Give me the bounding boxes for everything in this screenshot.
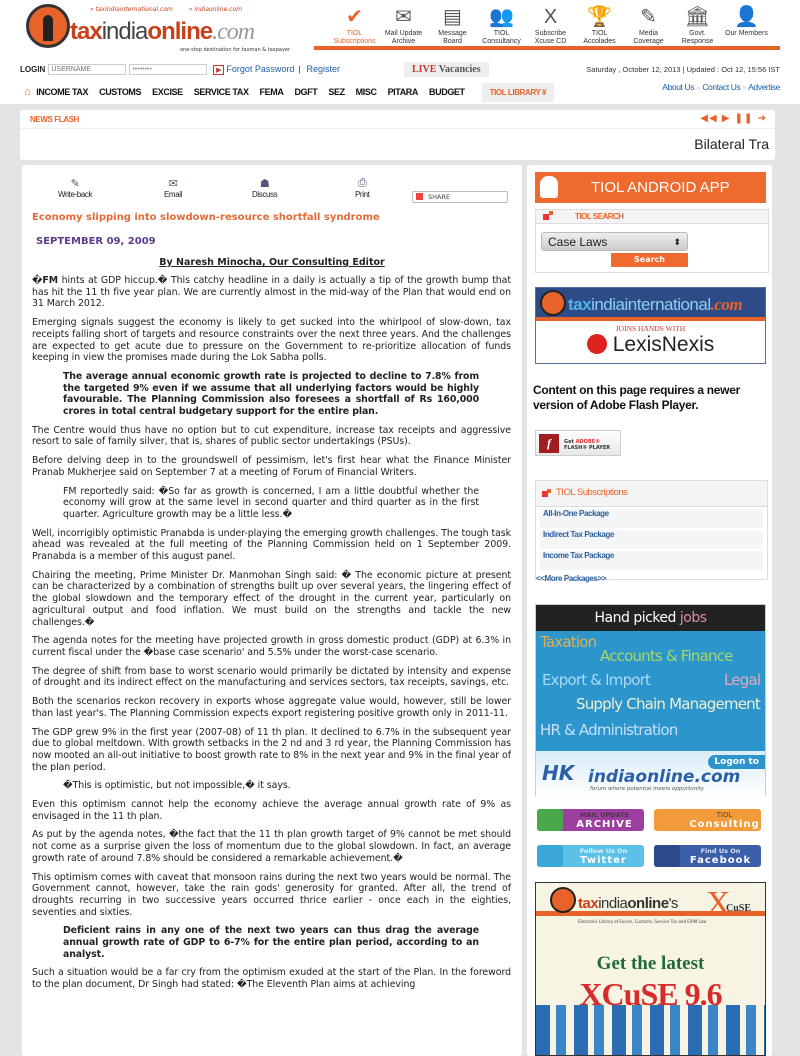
trophy-icon: 🏆 — [587, 6, 612, 28]
article-panel — [22, 165, 522, 1056]
utility-links — [662, 82, 780, 92]
top-menu-label: TIOL Consultancy — [482, 30, 521, 45]
main-nav — [20, 82, 780, 102]
top-menu-label: Our Members — [725, 30, 768, 37]
nav-item[interactable]: MISC — [355, 87, 377, 97]
top-menu-label: Media Coverage — [633, 30, 664, 45]
search-button[interactable]: Search — [611, 253, 688, 267]
top-menu-trophy[interactable] — [575, 4, 624, 46]
top-menu-people[interactable] — [477, 4, 526, 46]
logo-mark — [26, 4, 70, 48]
paragraph-text: Well, incorrigibly optimistic Pranabda is under-playing the emerging growth challenges. The tough task ahead was revealed at the full meeting of the Planning Commission held on 1 September 2009. Pranabda is a member of this august panel. — [32, 527, 511, 563]
badge-line: Consulting — [689, 819, 760, 830]
paragraph-text: Even this optimism cannot help the economy achieve the average annual growth rate of 9% as envisaged in the 11 th plan. — [32, 799, 511, 822]
top-menu-user[interactable] — [722, 4, 771, 46]
job-category: Accounts & Finance — [600, 647, 733, 665]
joins-hands-text: JOINS HANDS WITH — [615, 324, 686, 333]
paragraph-text: The degree of shift from base to worst scenario would primarily be dictated by intensity and expense of drought and its indirect effect on the manufacturing and services sectors, tax receipts, savings, etc. — [32, 665, 511, 689]
lexisnexis-logo: LexisNexis — [536, 333, 765, 357]
paragraph — [32, 570, 511, 629]
live-label: LIVE — [411, 63, 437, 75]
logo-text: .com — [212, 19, 255, 45]
paragraph-text: Such a situation would be a far cry from the optimism exuded at the start of the Plan. In the foreword to the plan document, Dr Singh had stated: �The Eleventh Plan aims at achieving — [32, 967, 511, 991]
share-button[interactable] — [412, 191, 508, 203]
header-divider — [314, 46, 780, 50]
badge-line: Facebook — [689, 855, 752, 866]
badge-line: Twitter — [580, 855, 627, 866]
nav-item[interactable]: SEZ — [328, 87, 345, 97]
logo-text: tax — [70, 18, 102, 45]
news-flash-title: NEWS FLASH — [30, 115, 79, 124]
paragraph-text: As put by the agenda notes, �the fact that the 11 th plan growth target of 9% cannot be met should not come as a surprise given the loss of momentum due to the global slowdown. In fact, an average growth rate of around 7.8% should be considered a remarkable achievement.� — [32, 829, 511, 864]
logo-text: india — [101, 18, 148, 45]
top-menu-label: TIOL Subscriptions — [333, 30, 376, 45]
mail-update-archive-button[interactable] — [537, 809, 644, 831]
separator: | — [298, 64, 301, 74]
logon-to-label: Logon to — [708, 755, 765, 769]
taxindiainternational-banner[interactable] — [535, 287, 766, 364]
top-menu-clipboard[interactable] — [428, 4, 477, 46]
nav-item[interactable]: FEMA — [259, 87, 284, 97]
banner-logo-text: taxindiainternational.com — [568, 295, 743, 314]
blockquote — [63, 925, 479, 960]
xcuse-line2: XCuSE 9.6 — [579, 976, 722, 1012]
xcuse-banner[interactable] — [535, 882, 766, 1056]
job-category: Export & Import — [542, 671, 651, 689]
package-link[interactable]: Indirect Tax Package — [540, 530, 763, 549]
date-updated: Saturday , October 12, 2013 | Updated : Oct 12, 15:56 IST — [586, 64, 780, 74]
paragraph-text: Chairing the meeting, Prime Minister Dr. Manmohan Singh said: � The economic picture at present can be characterized by a combination of strengths built up over several years, the lingering effect of the global slowdown and the temporary effect of the drought in the current year, particularly on agricultural output and food inflation. We must build on the strengths and tackle the new challenges.� — [32, 569, 511, 628]
paragraph-text: FM reportedly said: �So far as growth is concerned, I am a little doubtful whether the economy will grow at the same level in second quarter and third quarter as in the first quarter. Agriculture growth may be a little less.� — [63, 485, 479, 520]
tiol-subscriptions-box — [535, 480, 768, 583]
badge-line: Find Us On — [700, 847, 741, 855]
people-icon: 👥 — [489, 6, 514, 28]
paragraph-text: hints at GDP hiccup.� This catchy headline in a daily is actually a tip of the growth bump that has hit the 11 th five year plan. We are currently almost in the mid-way of the Plan that would end on 31 March 2012. — [32, 275, 511, 310]
subscriptions-title: TIOL Subscriptions — [536, 481, 767, 507]
tiol-consulting-button[interactable] — [654, 809, 761, 831]
top-menu-label: Message Board — [438, 30, 467, 45]
package-link[interactable]: Income Tax Package — [540, 551, 763, 570]
lexisnexis-globe-icon — [587, 334, 607, 354]
paragraph-text: The agenda notes for the meeting have projected growth in gross domestic product (GDP) at 6.3% in current fiscal under the �base case scenario' and 5.5% under the worst-case scenario. — [32, 635, 511, 658]
nav-item[interactable]: EXCISE — [152, 87, 183, 97]
search-category-select[interactable] — [541, 232, 688, 251]
xcuse-logo-text: taxindiaonline's — [578, 895, 678, 912]
discuss-icon: ☗ — [259, 178, 270, 190]
nav-item[interactable]: BUDGET — [429, 87, 465, 97]
logo-text: online — [147, 18, 213, 45]
about-us-link[interactable]: About Us — [662, 82, 695, 92]
tool-label: Print — [355, 190, 370, 199]
paragraph-text: Both the scenarios reckon recovery in exports whose aggregate value would, however, still be lower than last year's. The Planning Commission expects export registering positive growth only in 2011-11. — [32, 696, 511, 719]
more-packages-link[interactable]: <<More Packages>> — [536, 574, 607, 583]
paragraph — [32, 829, 511, 864]
facebook-follow-button[interactable] — [654, 845, 761, 867]
username-input[interactable] — [48, 64, 126, 75]
discuss-button[interactable] — [252, 177, 277, 199]
divider — [20, 128, 775, 129]
android-label: TIOL ANDROID APP — [591, 179, 730, 196]
search-title: TIOL SEARCH — [536, 210, 768, 224]
paragraph — [32, 799, 511, 822]
xcuse-cuse: CuSE — [726, 903, 752, 914]
banner-logo-com: .com — [710, 295, 743, 314]
indiaonline-link[interactable]: » indiaonline.com — [188, 6, 243, 13]
share-icon — [416, 193, 423, 200]
top-menu-document-pen[interactable] — [624, 4, 673, 46]
paragraph — [32, 696, 511, 719]
paragraph — [32, 528, 511, 563]
paragraph-text: The average annual economic growth rate is projected to decline to 7.8% from the targeted 9% even if we assume that all underlying factors would be highly favourable. The Planning Commission also foresees a shortfall of Rs 160,000 crores in total central budgetary support for the entire plan. — [63, 370, 479, 418]
nav-item[interactable]: PITARA — [387, 87, 419, 97]
article-headline: Economy slipping into slowdown-resource shortfall syndrome — [32, 212, 380, 223]
blockquote — [63, 371, 479, 418]
paragraph — [32, 967, 511, 990]
jobs-title: Hand picked jobs — [536, 605, 765, 631]
share-label: SHARE — [428, 193, 451, 201]
clipboard-icon: ▤ — [443, 6, 462, 28]
xcuse-subtitle: Electronic Library of Excise, Customs, Service Tax and EXIM Law — [578, 919, 707, 924]
badge-line: Follow Us On — [579, 847, 628, 855]
tool-label: Write-back — [58, 190, 93, 199]
badge-line: ARCHIVE — [576, 819, 633, 830]
logo-mark — [540, 290, 566, 316]
news-ticker[interactable]: Bilateral Tra — [694, 136, 769, 152]
password-input[interactable] — [129, 64, 207, 75]
sidebar — [527, 165, 772, 1056]
badge-line: TIOL — [716, 811, 733, 819]
paragraph — [32, 317, 511, 364]
site-logo[interactable] — [20, 2, 310, 56]
ticker-controls[interactable]: ◀◀ ▶ ❚❚ ➜ — [700, 113, 767, 124]
indiaonline-logo-text: indiaonline.com — [588, 767, 741, 787]
article-byline: By Naresh Minocha, Our Consulting Editor — [159, 257, 385, 268]
forgot-password-link[interactable] — [213, 64, 294, 75]
selected-value: Case Laws — [548, 235, 608, 249]
xcuse-x: X — [706, 885, 731, 922]
android-app-banner[interactable] — [535, 172, 766, 203]
paragraph-text: Deficient rains in any one of the next two years can thus drag the average annual growth rate of GDP to 6-7% for the entire plan period, according to an analyst. — [63, 925, 479, 960]
tiol-search-box — [535, 209, 769, 273]
logo-mark — [550, 887, 576, 913]
taxindiainternational-link[interactable]: » taxindiainternational.com — [90, 6, 173, 13]
email-button[interactable] — [164, 177, 182, 199]
checkmark-icon: ✔ — [346, 6, 363, 28]
logo-tagline: one-stop destination for taxman & taxpayer — [180, 47, 291, 53]
paragraph-text: The GDP grew 9% in the first year (2007-08) of 11 th plan. It declined to 6.7% in the subsequent year due to global meltdown. With growth setbacks in the 2 nd and 3 rd year, the Planning Commission has now mooted an all-out initiative to boost growth rate to 8% in the next year and 9% in the final year of the plan period. — [32, 726, 511, 773]
news-flash-panel — [20, 110, 775, 160]
nav-item[interactable]: SERVICE TAX — [193, 87, 249, 97]
pen-icon: ✎ — [70, 178, 80, 190]
envelope-icon: ✉ — [168, 178, 178, 190]
separator: » — [740, 82, 749, 92]
top-menu-label: Mail Update Archive — [384, 30, 423, 45]
tool-label: Email — [164, 190, 183, 199]
nav-item[interactable]: INCOME TAX — [36, 87, 89, 97]
blockquote — [63, 486, 479, 521]
paragraph-text: Before delving deep in to the groundswell of pessimism, let's first hear what the Finance Minister Pranab Mukherjee said on September 7 at a meeting of Forum of Financial Writers. — [32, 455, 511, 478]
job-category: Taxation — [540, 633, 597, 651]
user-icon: 👤 — [734, 6, 759, 28]
advertise-link[interactable]: Advertise — [748, 82, 780, 92]
package-link[interactable]: All-In-One Package — [540, 509, 763, 528]
job-category: Supply Chain Management — [576, 695, 760, 713]
top-menu-label: Subscribe Xcuse CD — [534, 30, 567, 45]
top-menu-checkmark[interactable] — [330, 4, 379, 46]
paragraph — [32, 455, 511, 478]
paragraph — [32, 727, 511, 774]
forgot-label: Forgot Password — [226, 63, 295, 74]
hk-logo: HK — [542, 761, 575, 785]
paragraph — [32, 666, 511, 689]
play-icon: ▶ — [213, 65, 224, 75]
badge-line: MAIL UPDATE — [579, 811, 630, 819]
paragraph — [32, 872, 511, 919]
blockquote — [63, 780, 479, 792]
updown-chevron-icon: ⬍ — [673, 237, 681, 247]
top-menu-x[interactable] — [526, 4, 575, 46]
x-icon: X — [543, 6, 558, 28]
jobs-banner[interactable] — [535, 604, 766, 796]
flash-required-message: Content on this page requires a newer version of Adobe Flash Player. — [533, 383, 740, 412]
top-menu-label: Govt. Response — [681, 30, 714, 45]
nav-item[interactable]: DGFT — [294, 87, 318, 97]
paragraph — [32, 635, 511, 658]
top-icon-menu — [330, 4, 771, 46]
tiol-library-menu[interactable]: TIOL LIBRARY ¥ — [482, 83, 554, 102]
xcuse-line1: Get the latest — [596, 953, 705, 974]
paragraph — [32, 425, 511, 448]
home-icon[interactable]: ⌂ — [24, 86, 31, 98]
login-label: LOGIN — [20, 64, 46, 74]
vacancies-label: Vacancies — [436, 63, 481, 75]
paragraph — [32, 275, 511, 310]
twitter-follow-button[interactable] — [537, 845, 644, 867]
tool-label: Discuss — [252, 190, 278, 199]
document-pen-icon: ✎ — [640, 6, 657, 28]
print-button[interactable] — [355, 177, 369, 199]
top-menu-envelope[interactable] — [379, 4, 428, 46]
envelope-icon: ✉ — [395, 6, 412, 28]
government-building-icon: 🏛 — [684, 6, 711, 28]
login-bar — [20, 60, 780, 78]
separator: » — [694, 82, 703, 92]
paragraph-text: �This is optimistic, but not impossible,� it says. — [63, 780, 291, 792]
lead-bold: �FM — [32, 275, 59, 286]
live-vacancies-link[interactable] — [404, 62, 489, 77]
get-flash-player-button[interactable]: f Get ADOBE® FLASH® PLAYER — [535, 430, 621, 456]
register-link[interactable]: Register — [306, 64, 340, 74]
job-category: HR & Administration — [540, 721, 678, 739]
paragraph-text: This optimism comes with caveat that monsoon rains during the next two years would be normal. The Government cannot, however, take the rain gods' generosity for granted. After all, the trend of droughts recurring in two successive years occurred thrice earlier - once each in the eighties, seventies and sixties. — [32, 871, 511, 918]
flash-icon: f — [539, 434, 559, 453]
top-menu-label: TIOL Accolades — [583, 30, 616, 45]
indiaonline-tagline: forum where potential meets oppurtunity — [590, 786, 705, 792]
paragraph-text: The Centre would thus have no option but to cut expenditure, increase tax receipts and aggressive resort to sale of family silver, that is, shares of public sector undertakings (PSUs). — [32, 424, 511, 448]
write-back-button[interactable] — [58, 177, 92, 199]
nav-item[interactable]: CUSTOMS — [99, 87, 142, 97]
printer-icon: ⎙ — [358, 177, 367, 189]
job-category: Legal — [724, 671, 761, 689]
top-menu-government-building[interactable] — [673, 4, 722, 46]
paragraph-text: Emerging signals suggest the economy is likely to get sucked into the whirlpool of slow-down, tax receipts falling short of targets and resource constraints over the next three years. And the challenges are expected to get acute due to pressure on the Government to re-prioritize allocation of funds keeping in view the promises made during the Lok Sabha polls. — [32, 317, 511, 364]
contact-us-link[interactable]: Contact Us — [702, 82, 741, 92]
android-icon — [540, 176, 558, 198]
article-date: SEPTEMBER 09, 2009 — [36, 236, 156, 247]
article-body — [32, 275, 511, 998]
